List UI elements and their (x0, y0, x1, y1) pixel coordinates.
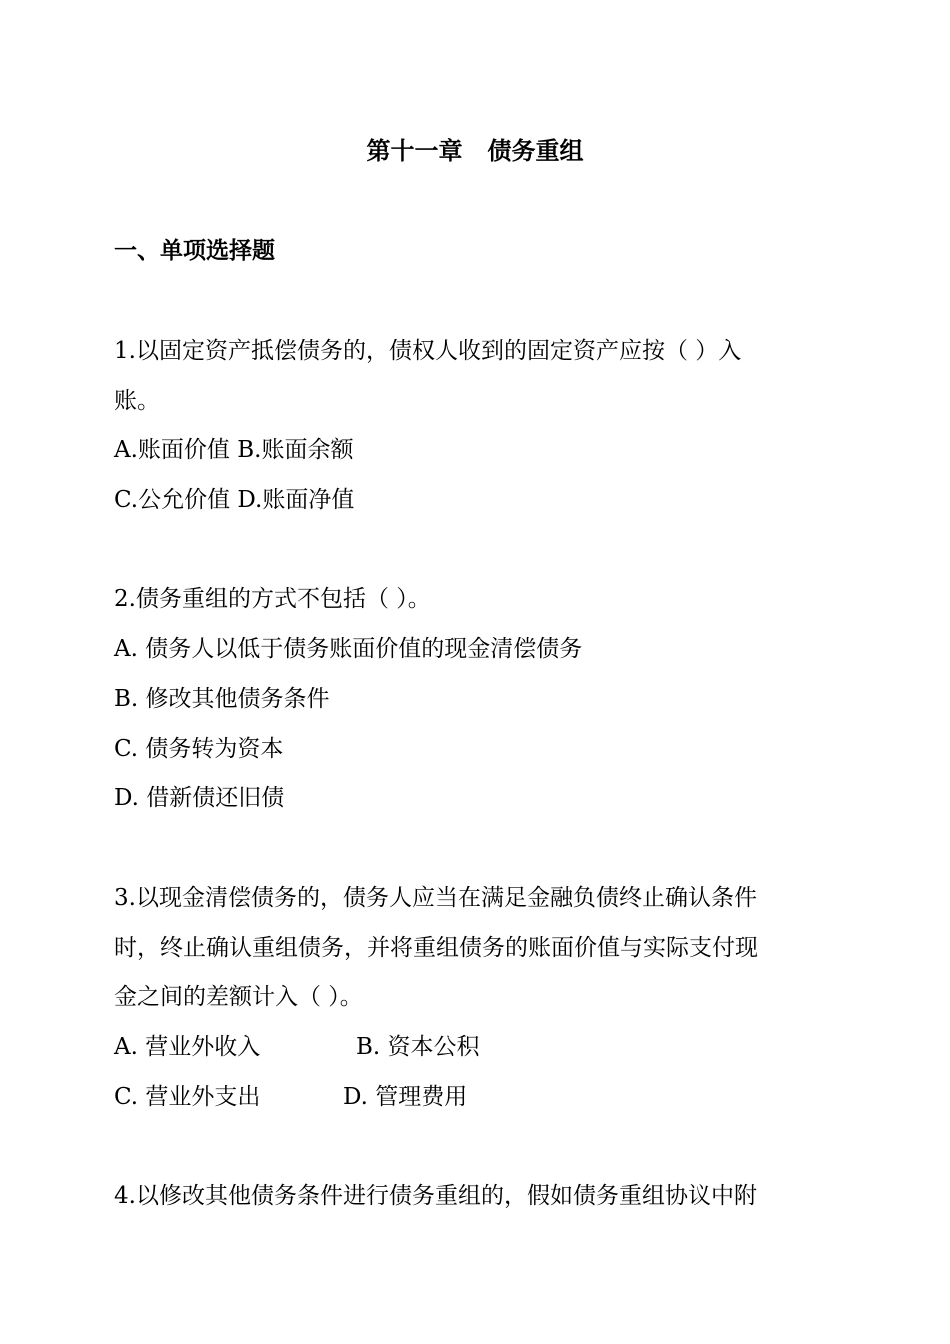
question-3-stem-line-1: 3.以现金清偿债务的，债务人应当在满足金融负债终止确认条件 (114, 885, 757, 911)
question-1-options-row-1: A.账面价值 B.账面余额 (114, 437, 354, 463)
question-2-stem: 2.债务重组的方式不包括（ ）。 (114, 586, 431, 612)
section-title: 一、单项选择题 (114, 238, 275, 264)
question-2-option-b: B. 修改其他债务条件 (114, 686, 330, 712)
question-3-option-d: D. 管理费用 (343, 1084, 468, 1110)
question-1-stem-line-1: 1.以固定资产抵偿债务的，债权人收到的固定资产应按（ ）入 (114, 338, 742, 364)
question-3-stem-line-2: 时，终止确认重组债务，并将重组债务的账面价值与实际支付现 (114, 935, 758, 961)
question-1-stem-line-2: 账。 (114, 388, 160, 414)
question-2-option-d: D. 借新债还旧债 (114, 785, 285, 811)
question-2-option-a: A. 债务人以低于债务账面价值的现金清偿债务 (114, 636, 583, 662)
question-2-option-c: C. 债务转为资本 (114, 736, 284, 762)
question-3-option-a: A. 营业外收入 (114, 1034, 261, 1060)
question-3-stem-line-3: 金之间的差额计入（ ）。 (114, 984, 363, 1010)
question-4-stem-line-1: 4.以修改其他债务条件进行债务重组的，假如债务重组协议中附 (114, 1183, 757, 1209)
chapter-title: 第十一章 债务重组 (366, 137, 584, 165)
question-3-option-b: B. 资本公积 (356, 1034, 480, 1060)
question-3-option-c: C. 营业外支出 (114, 1084, 261, 1110)
question-1-options-row-2: C.公允价值 D.账面净值 (114, 487, 355, 513)
